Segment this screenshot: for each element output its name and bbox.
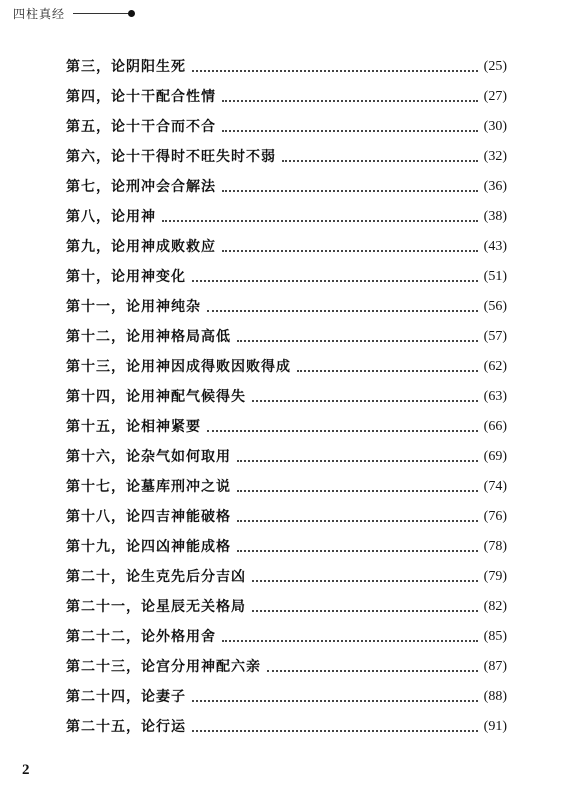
toc-entry-page: (76) (483, 509, 507, 524)
toc-entry-page: (56) (483, 299, 507, 314)
toc-entry[interactable] (66, 234, 507, 256)
toc-entry-page: (82) (483, 599, 507, 614)
toc-entry-title: 第十四，论用神配气候得失 (66, 389, 246, 405)
dot-leader (267, 670, 478, 672)
toc-entry-page: (88) (483, 689, 507, 704)
toc-entry[interactable] (66, 144, 507, 166)
toc-entry-page: (87) (483, 659, 507, 674)
running-header (13, 4, 135, 22)
toc-entry[interactable] (66, 384, 507, 406)
toc-entry[interactable] (66, 324, 507, 346)
toc-entry[interactable] (66, 294, 507, 316)
toc-entry-title: 第三，论阴阳生死 (66, 59, 186, 75)
toc-entry-page: (78) (483, 539, 507, 554)
toc-entry[interactable] (66, 504, 507, 526)
toc-entry-title: 第四，论十干配合性情 (66, 89, 216, 105)
dot-leader (297, 370, 478, 372)
toc-entry-title: 第二十三，论宫分用神配六亲 (66, 659, 261, 675)
toc-entry-title: 第二十，论生克先后分吉凶 (66, 569, 246, 585)
toc-entry-title: 第二十一，论星辰无关格局 (66, 599, 246, 615)
toc-entry-title: 第五，论十干合而不合 (66, 119, 216, 135)
toc-entry-title: 第十六，论杂气如何取用 (66, 449, 231, 465)
page-number: 2 (22, 762, 30, 778)
toc-entry[interactable] (66, 444, 507, 466)
toc-entry-page: (57) (483, 329, 507, 344)
toc-entry-title: 第十二，论用神格局高低 (66, 329, 231, 345)
dot-leader (207, 430, 478, 432)
toc-entry-page: (38) (483, 209, 507, 224)
toc-entry[interactable] (66, 84, 507, 106)
dot-leader (222, 640, 478, 642)
toc-entry[interactable] (66, 204, 507, 226)
toc-entry[interactable] (66, 264, 507, 286)
toc-entry-title: 第十一，论用神纯杂 (66, 299, 201, 315)
toc-entry-page: (74) (483, 479, 507, 494)
toc-entry-title: 第二十二，论外格用舍 (66, 629, 216, 645)
toc-entry[interactable] (66, 474, 507, 496)
toc-entry-title: 第十七，论墓库刑冲之说 (66, 479, 231, 495)
toc-entry-page: (25) (483, 59, 507, 74)
dot-leader (237, 520, 478, 522)
toc-entry-page: (91) (483, 719, 507, 734)
toc-entry-page: (27) (483, 89, 507, 104)
dot-leader (192, 280, 478, 282)
dot-leader (237, 460, 478, 462)
dot-leader (252, 580, 478, 582)
toc-entry[interactable] (66, 534, 507, 556)
dot-leader (192, 730, 478, 732)
header-rule (73, 13, 129, 14)
toc-entry-page: (36) (483, 179, 507, 194)
dot-leader (252, 610, 478, 612)
toc-entry-page: (79) (483, 569, 507, 584)
toc-entry-title: 第七，论刑冲会合解法 (66, 179, 216, 195)
toc-entry-title: 第九，论用神成败救应 (66, 239, 216, 255)
dot-leader (222, 190, 478, 192)
header-dot-ornament (128, 10, 135, 17)
toc-entry-title: 第二十五，论行运 (66, 719, 186, 735)
dot-leader (192, 700, 478, 702)
toc-entry[interactable] (66, 564, 507, 586)
toc-entry-title: 第十三，论用神因成得败因败得成 (66, 359, 291, 375)
toc-entry-page: (62) (483, 359, 507, 374)
dot-leader (237, 550, 478, 552)
toc-entry[interactable] (66, 654, 507, 676)
toc-entry[interactable] (66, 174, 507, 196)
dot-leader (192, 70, 478, 72)
toc-entry[interactable] (66, 624, 507, 646)
dot-leader (222, 250, 478, 252)
toc-entry-page: (51) (483, 269, 507, 284)
dot-leader (162, 220, 478, 222)
toc-entry-title: 第十八，论四吉神能破格 (66, 509, 231, 525)
toc-entry-page: (85) (483, 629, 507, 644)
book-title: 四柱真经 (13, 6, 66, 21)
toc-entry[interactable] (66, 114, 507, 136)
dot-leader (252, 400, 478, 402)
dot-leader (237, 340, 478, 342)
toc-entry-title: 第十，论用神变化 (66, 269, 186, 285)
toc-entry-page: (30) (483, 119, 507, 134)
dot-leader (207, 310, 478, 312)
toc-entry-page: (43) (483, 239, 507, 254)
toc-entry-title: 第八，论用神 (66, 209, 156, 225)
toc-entry[interactable] (66, 54, 507, 76)
toc-entry-page: (66) (483, 419, 507, 434)
toc-entry[interactable] (66, 714, 507, 736)
toc-entry[interactable] (66, 594, 507, 616)
toc-entry-title: 第六，论十干得时不旺失时不弱 (66, 149, 276, 165)
dot-leader (237, 490, 478, 492)
toc-entry[interactable] (66, 684, 507, 706)
dot-leader (222, 130, 478, 132)
toc-entry-title: 第十九，论四凶神能成格 (66, 539, 231, 555)
toc-entry-page: (69) (483, 449, 507, 464)
toc-entry-title: 第十五，论相神紧要 (66, 419, 201, 435)
dot-leader (222, 100, 478, 102)
toc-entry[interactable] (66, 414, 507, 436)
toc-entry-title: 第二十四，论妻子 (66, 689, 186, 705)
toc-entry-page: (63) (483, 389, 507, 404)
toc-entry[interactable] (66, 354, 507, 376)
dot-leader (282, 160, 478, 162)
toc-entry-page: (32) (483, 149, 507, 164)
